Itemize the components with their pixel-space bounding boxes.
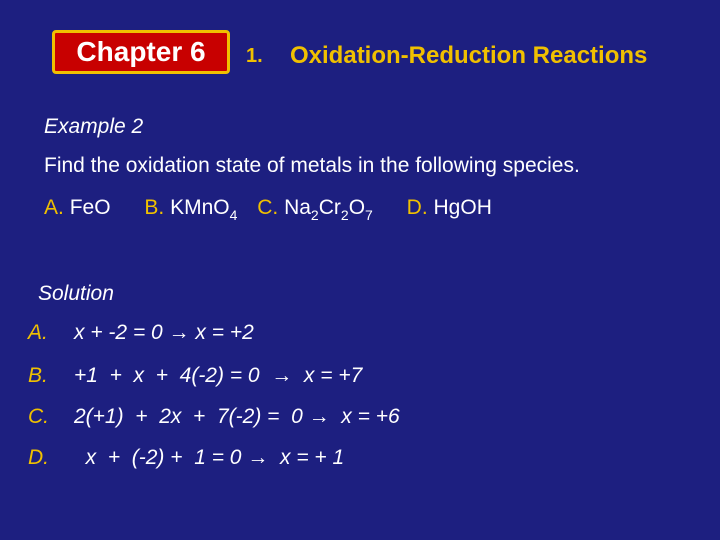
- choice-b: [144, 196, 238, 223]
- choice-d: [407, 196, 492, 220]
- step-equation: x + -2 = 0 → x = +2: [74, 321, 254, 344]
- solution-step-d: [28, 446, 344, 470]
- step-equation: x + (-2) + 1 = 0 → x = + 1: [74, 446, 345, 469]
- solution-step-a: [28, 321, 254, 345]
- choice-c: [257, 196, 373, 223]
- choice-formula: FeO: [69, 196, 111, 219]
- example-title: Example 2: [44, 115, 144, 138]
- chapter-badge: Chapter 6: [52, 30, 230, 74]
- choice-letter: B.: [144, 196, 165, 219]
- step-equation: 2(+1) + 2x + 7(-2) = 0 → x = +6: [74, 405, 400, 428]
- step-equation: +1 + x + 4(-2) = 0 → x = +7: [74, 364, 363, 387]
- choice-letter: D.: [406, 196, 428, 219]
- choice-a: [44, 196, 111, 220]
- solution-step-b: [28, 364, 362, 388]
- choice-letter: C.: [257, 196, 279, 219]
- choice-formula: HgOH: [433, 196, 492, 219]
- step-letter: B.: [28, 364, 48, 387]
- section-title: Oxidation-Reduction Reactions: [290, 42, 648, 69]
- section-number: 1.: [246, 45, 263, 67]
- choice-formula: $Na_2Cr_2O_7$: [284, 196, 373, 223]
- choice-formula: KMnO$_4$: [170, 196, 238, 223]
- choices-row: [44, 196, 492, 223]
- solution-title: Solution: [38, 282, 114, 305]
- step-letter: D.: [28, 446, 49, 469]
- step-letter: A.: [28, 321, 48, 344]
- solution-step-c: [28, 405, 400, 429]
- example-prompt: Find the oxidation state of metals in the following species.: [44, 154, 580, 177]
- choice-letter: A.: [44, 196, 64, 219]
- step-letter: C.: [28, 405, 49, 428]
